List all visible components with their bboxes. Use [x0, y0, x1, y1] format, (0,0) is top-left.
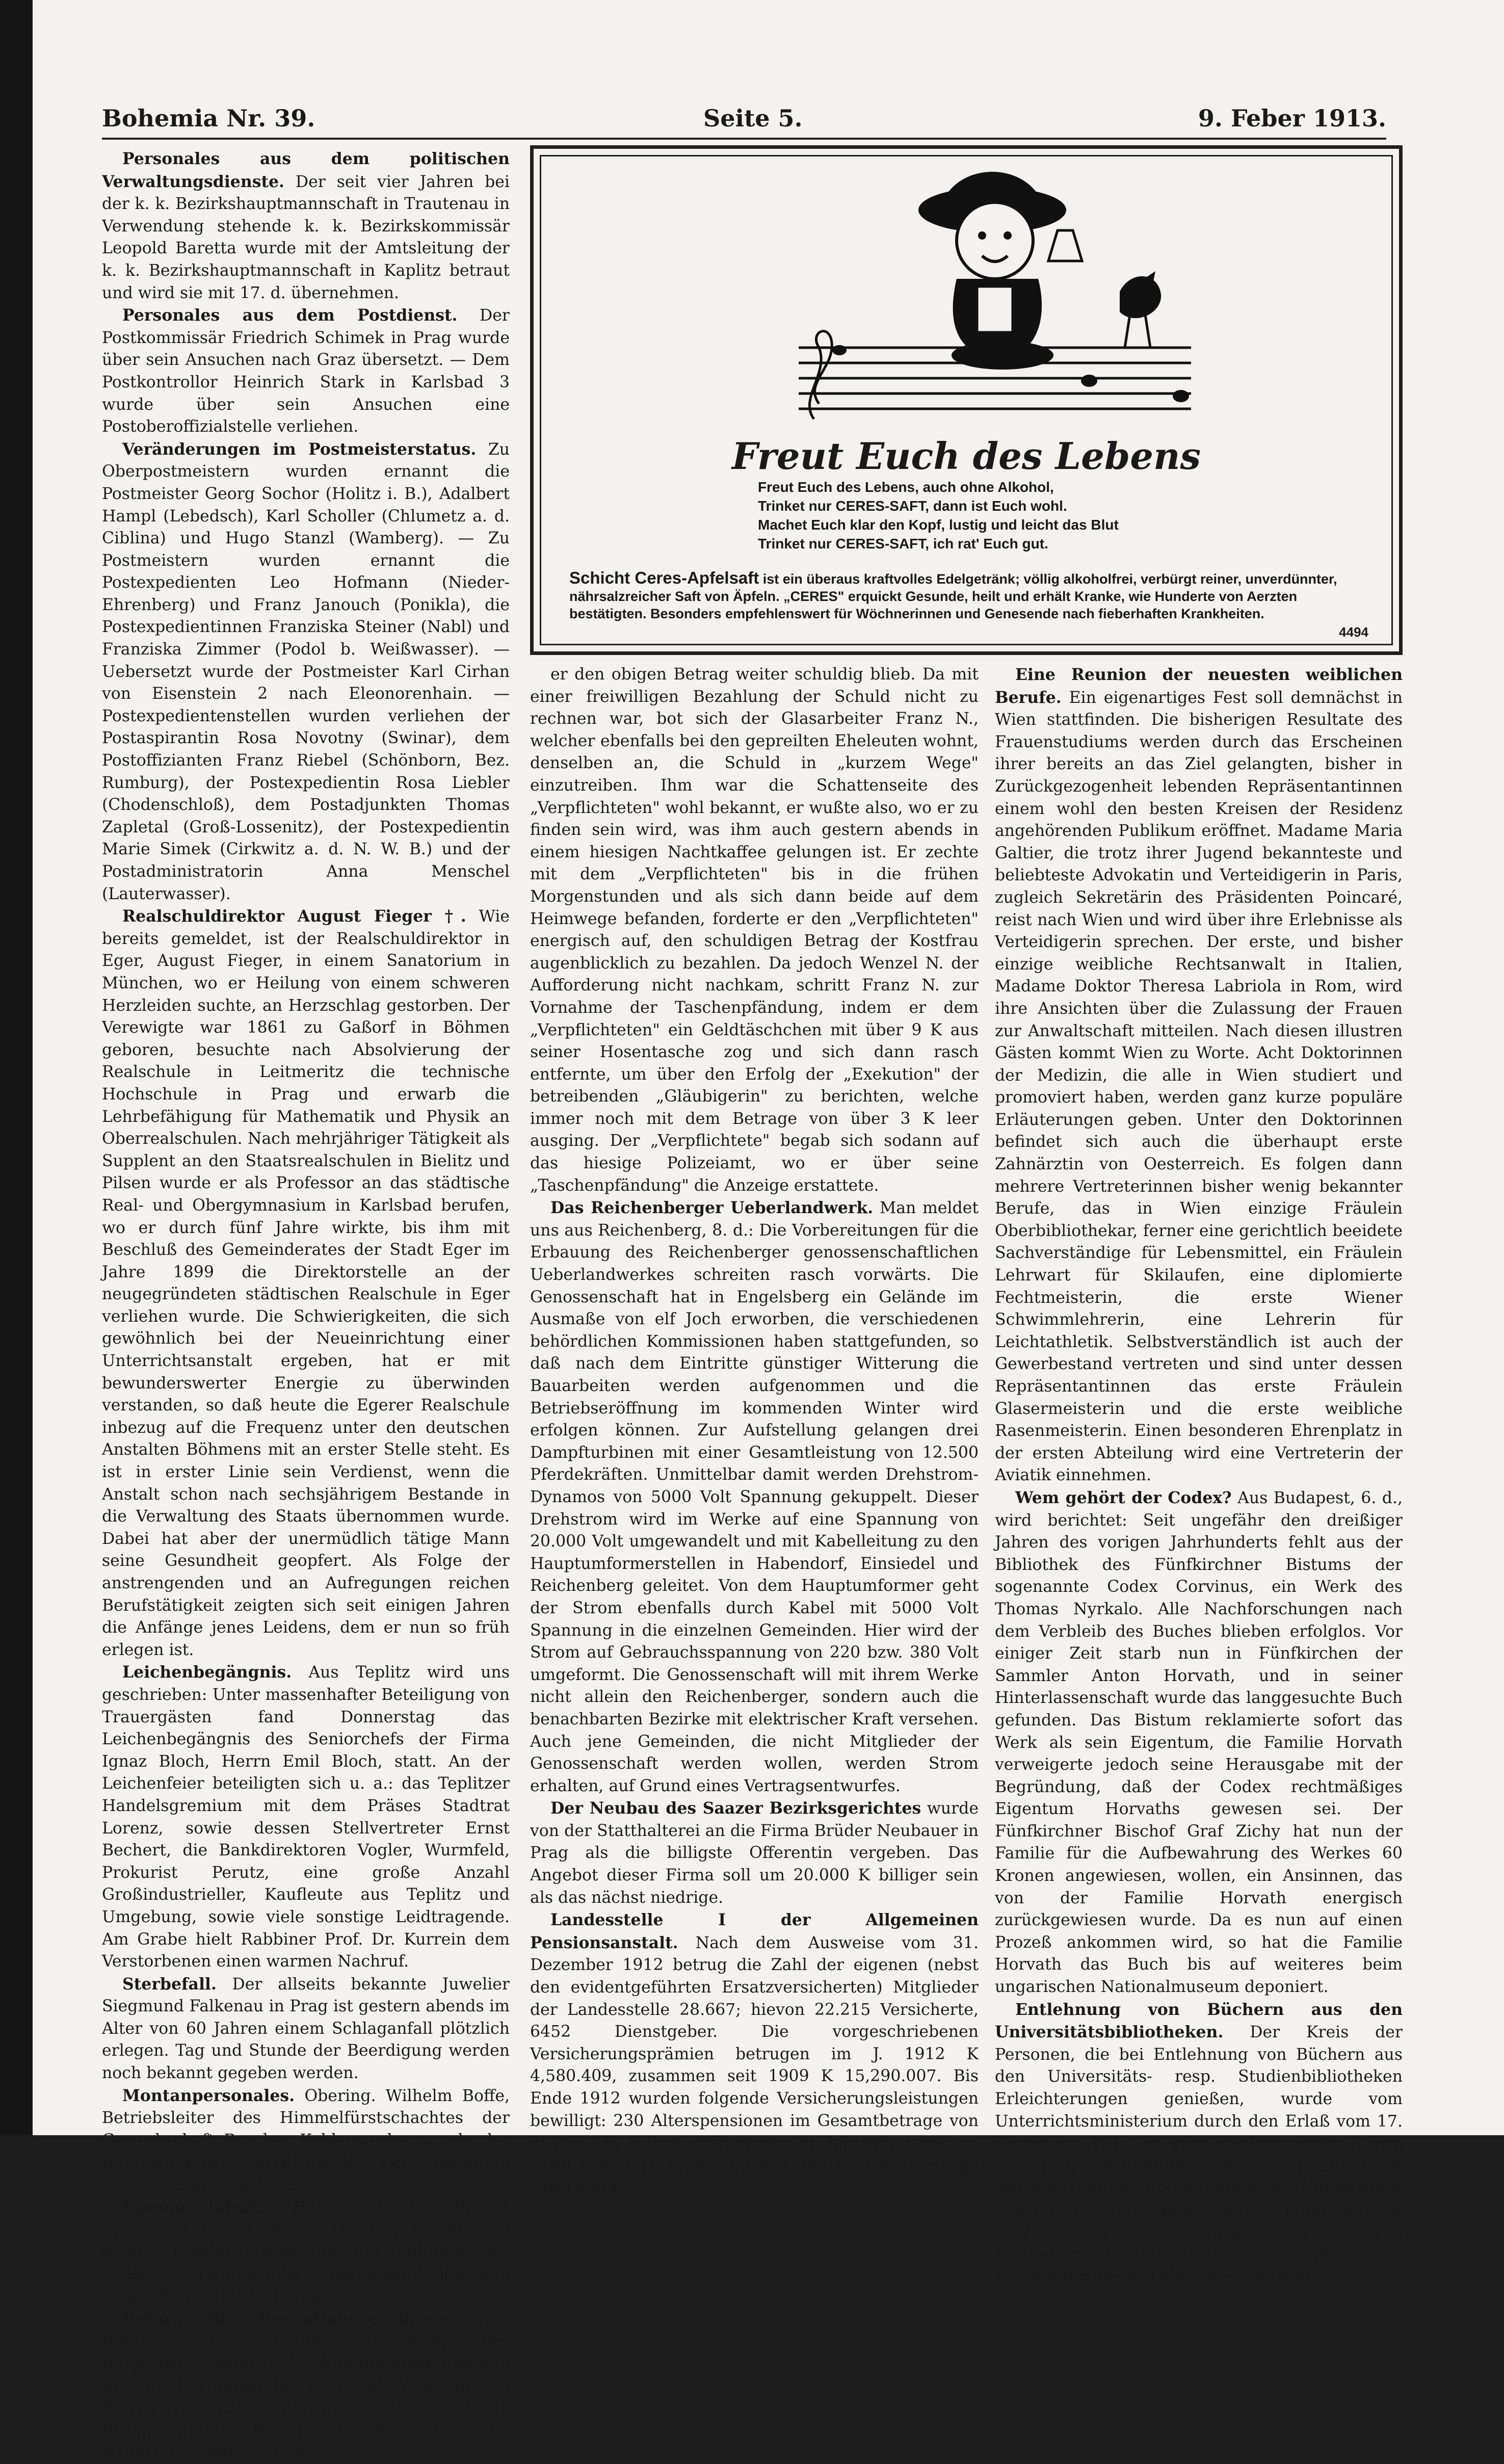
article-text: Aus Teplitz wird uns geschrieben: Unter massenhafter Beteiligung von Trauergästen fand Donnerstag das Leichenbegängnis des Seniorchefs der Firma Ignaz Bloch, Herrn Emil Bloch, statt. An der Leichenfeier beteiligten sich u. a.: das Teplitzer Handelsgremium mit dem Präses Stadtrat Lorenz, sowie dessen Stellvertreter Ernst Bechert, die Bankdirektoren Vogler, Wurmfeld, Prokurist Perutz, eine große Anzahl Großindustrieller, Kaufleute aus Teplitz und Umgebung, sowie viele sonstige Leidtragende. Am Grabe hielt Rabbiner Prof. Dr. Kurrein dem Verstorbenen einen warmen Nachruf. [102, 1663, 510, 1971]
article-paragraph [102, 2196, 510, 2308]
ad-body [569, 569, 1368, 622]
ad-headline: Freut Euch des Lebens [732, 434, 1201, 478]
article-text: Nach dem Ausweise vom 31. Dezember 1912 betrug die Zahl der eigenen (nebst den evidentgeführten Ersatzversicherten) Mitglieder der Landesstelle 28.667; hievon 22.215 Versicherte, 6452 Dienstgeber. Die vorgeschriebenen Versicherungsprämien betrugen im J. 1912 K 4,580.409, zusammen seit 1909 K 15,290.007. Bis Ende 1912 wurden folgende Versicherungsleistungen bewilligt: 230 Alterspensionen im Gesamtbetrage von 244.080 K, 8 Invaliditätsrenten im Jahresbetrage von 2160 K und 11 Erziehungsbeiträge im Jahresbetrage von 1830 K. [530, 1933, 979, 2197]
article-paragraph [102, 1661, 510, 1973]
article-title: Das Reichenberger Ueberlandwerk. [550, 1198, 874, 1218]
article-paragraph [102, 1973, 510, 2085]
ad-body-text: ist ein überaus kraftvolles Edelgetränk; völlig alkoholfrei, verbürgt reiner, unverdünnter, nährsalzreicher Saft von Äpfeln. „CERES" erquickt Gesunde, heilt und erhält Kranke, wie Hunderte von Aerzten bestätigten. Besonders empfehlenswert für Wöchnerinnen und Genesende nach fieberhaften Krankheiten. [569, 571, 1337, 621]
scan-edge [0, 0, 33, 2135]
article-title: Entlehnung von Büchern aus den Universitätsbibliotheken. [995, 2000, 1403, 2042]
article-text: Man meldet uns aus Reichenberg, 8. d.: Die Vorbereitungen für die Erbauung des Reichenberger genossenschaftlichen Ueberlandwerkes schreiten rasch vorwärts. Die Genossenschaft hat in Engelsberg ein Gelände im Ausmaße von elf Joch erworben, die verschiedenen behördlichen Kommissionen haben stattgefunden, so daß nach dem Eintritte günstiger Witterung die Bauarbeiten werden aufgenommen und die Betriebseröffnung im kommenden Winter wird erfolgen können. Zur Aufstellung gelangen drei Dampfturbinen mit einer Gesamtleistung von 12.500 Pferdekräften. Unmittelbar damit werden Drehstrom-Dynamos von 5000 Volt Spannung gekuppelt. Dieser Drehstrom wird im Werke auf eine Spannung von 20.000 Volt umgewandelt und mit Kabelleitung zu den Hauptumformerstellen in Habendorf, Einsiedel und Reichenberg geleitet. Von dem Hauptumformer geht der Strom ebenfalls durch Kabel mit 5000 Volt Spannung in die einzelnen Gemeinden. Hier wird der Strom auf Gebrauchsspannung von 220 bzw. 380 Volt umgeformt. Die Genossenschaft will mit ihrem Werke nicht allein den Reichenberger, sondern auch die benachbarten Bezirke mit elektrischer Kraft versehen. Auch jene Gemeinden, die nicht Mitglieder der Genossenschaft werden wollen, werden Strom erhalten, auf Grund eines Vertragsentwurfes. [530, 1199, 979, 1795]
ad-verse-line: Trinket nur CERES-SAFT, ich rat' Euch gut. [758, 536, 1048, 552]
article-text: Herr Kamillo Eisner, Filzfabrikant in Güns in Ungarn, wurde vom ungar. Handelsministerium als Mitglied der Zwischenverkehrsstatistischen Kommission zum ungar. Kommerzialrat ernannt. [102, 2198, 510, 2305]
ceres-advertisement [530, 145, 1403, 655]
column-2 [530, 664, 979, 2197]
article-paragraph [102, 148, 510, 304]
header-page-number: Seite 5. [703, 104, 803, 132]
article-title: Sterbefall. [122, 1974, 217, 1994]
ad-verse [758, 478, 1119, 553]
article-paragraph [102, 438, 510, 905]
article-text: wurde von der Statthalterei an die Firma Brüder Neubauer in Prag als die billigste Offerentin vergeben. Das Angebot dieser Firma soll um 20.000 K billiger sein als das nächst niedrige. [530, 1799, 979, 1907]
article-title: Kommerzialrat. [122, 2197, 263, 2217]
article-paragraph [995, 664, 1403, 1487]
article-text: Der Postkommissär Friedrich Schimek in Prag wurde über sein Ansuchen nach Graz übersetzt. — Dem Postkontrollor Heinrich Stark in Karlsbad 3 wurde über sein Ansuchen eine Postoberoffizialstelle verliehen. [102, 306, 510, 436]
article-paragraph [530, 1909, 979, 2199]
article-paragraph [995, 1999, 1403, 2289]
article-text: er den obigen Betrag weiter schuldig blieb. Da mit einer freiwilligen Bezahlung der Schuld nicht zu rechnen war, bot sich der Glasarbeiter Franz N., welcher ebenfalls bei den gepreilten Eheleuten wohnt, denselben an, die Schuld in „kurzem Wege" einzutreiben. Ihm war die Schattenseite des „Verpflichteten" wohl bekannt, er wußte also, wo er zu finden sein wird, was ihm auch gestern abends in einem hiesigen Nachtkaffee gelungen ist. Er zechte mit dem „Verpflichteten" bis in die frühen Morgenstunden und als sich dann beide auf dem Heimwege befanden, forderte er den „Verpflichteten" energisch auf, den schuldigen Betrag der Kostfrau augenblicklich zu bezahlen. Da jedoch Wenzel N. der Aufforderung nicht nachkam, schritt Franz N. zur Vornahme der Taschenpfändung, indem er dem „Verpflichteten" ein Geldtäschchen mit über 9 K aus seiner Hosentasche zog und sich dann rasch entfernte, um über den Erfolg der „Exekution" der betreibenden „Gläubigerin" zu berichten, welche immer noch mit dem Betrage von über 3 K leer ausging. Der „Verpflichtete" begab sich sodann auf das hiesige Polizeiamt, wo er über seine „Taschenpfändung" die Anzeige erstattete. [530, 665, 979, 1195]
header-issue: Bohemia Nr. 39. [102, 104, 315, 132]
article-paragraph [530, 1197, 979, 1797]
page-header [102, 104, 1386, 135]
article-text: Der seit vier Jahren bei der k. k. Bezirkshauptmannschaft in Trautenau in Verwendung stehende k. k. Bezirkskommissär Leopold Baretta wurde mit der Amtsleitung der k. k. Bezirkshauptmannschaft in Kaplitz betraut und wird sie mit 17. d. übernehmen. [102, 172, 510, 302]
ad-body-lead: Schicht Ceres-Apfelsaft [569, 568, 759, 587]
ad-illustration-icon [753, 154, 1211, 439]
article-text: Der allseits bekannte Juwelier Siegmund Falkenau in Prag ist gestern abends im Alter von 60 Jahren einem Schlaganfall plötzlich erlegen. Tag und Stunde der Beerdigung werden noch bekannt gegeben werden. [102, 1975, 510, 2083]
article-paragraph [530, 1797, 979, 1909]
header-date: 9. Feber 1913. [1198, 104, 1386, 132]
article-title: Reform des Exekutionsverfahrens. [122, 2309, 461, 2328]
article-title: Personales aus dem politischen Verwaltungsdienste. [102, 149, 510, 191]
article-paragraph [102, 2085, 510, 2196]
column-1 [102, 148, 510, 2462]
article-title: Wem gehört der Codex? [1015, 1488, 1232, 1507]
header-rule [102, 138, 1386, 140]
ad-verse-line: Freut Euch des Lebens, auch ohne Alkohol, [758, 479, 1054, 495]
article-paragraph [530, 664, 979, 1197]
ad-verse-line: Trinket nur CERES-SAFT, dann ist Euch wohl. [758, 498, 1067, 514]
article-paragraph [102, 304, 510, 438]
article-paragraph [102, 905, 510, 1661]
article-text: Der Kreis der Personen, die bei Entlehnung von Büchern aus den Universitäts- resp. Studienbibliotheken Erleichterungen genießen, wurde vom Unterrichtsministerium durch den Erlaß vom 17. Dezember 1912 in sehr dankenswerter Weise erweitert, indem die Begünstigungen ausgedehnt werden: 1. auf jene Studierende, welche an einer Universität zum Zwecke der Vorbereitung zur Prüfung für das Lehramt an höheren Handelsschulen inskribiert sind, und 2. auf Kandidaten dieses Lehramtes. Die erster- [995, 2023, 1403, 2286]
article-text: Zu Oberpostmeistern wurden ernannt die Postmeister Georg Sochor (Holitz i. B.), Adalbert Hampl (Lebedsch), Karl Scholler (Chlumetz a. d. Ciblina) und Hugo Stanzl (Wamberg). — Zu Postmeistern wurden ernannt die Postexpedienten Leo Hofmann (Nieder-Ehrenberg) und Franz Janouch (Ponikla), die Postexpedientinnen Franziska Steiner (Nabl) und Franziska Zimmer (Podol b. Weißwasser). — Uebersetzt wurde der Postmeister Karl Cirhan von Eisenstein 2 nach Eleonorenhain. — Postexpedientenstellen wurden verliehen der Postaspirantin Rosa Novotny (Swinar), dem Postoffizianten Franz Riebel (Schönborn, Bez. Rumburg), der Postexpedientin Rosa Liebler (Chodenschloß), dem Postadjunkten Thomas Zapletal (Groß-Lossenitz), der Postexpedientin Marie Simek (Cirkwitz a. d. N. W. B.) und der Postadministratorin Anna Menschel (Lauterwasser). [102, 440, 510, 903]
article-title: Der Neubau des Saazer Bezirksgerichtes [550, 1799, 921, 1818]
article-title: Personales aus dem Postdienst. [122, 306, 458, 325]
article-text: Wie bereits gemeldet, ist der Realschuldirektor in Eger, August Fieger, in einem Sanatorium in München, wo er Heilung von einem schweren Herzleiden suchte, an Herzschlag gestorben. Der Verewigte war 1861 zu Gaßorf in Böhmen geboren, besuchte nach Absolvierung der Realschule in Leitmeritz die technische Hochschule in Prag und erwarb die Lehrbefähigung für Mathematik und Physik an Oberrealschulen. Nach mehrjähriger Tätigkeit als Supplent an den Staatsrealschulen in Bielitz und Pilsen wurde er als Professor an das städtische Real- und Obergymnasium in Karlsbad berufen, wo er durch fünf Jahre wirkte, bis ihm mit Beschluß des Gemeinderates der Stadt Eger im Jahre 1899 die Direktorstelle an der neugegründeten städtischen Realschule in Eger verliehen wurde. Die Schwierigkeiten, die sich gewöhnlich bei der Neueinrichtung einer Unterrichtsanstalt ergeben, hat er mit bewunderswerter Energie zu überwinden verstanden, so daß heute die Egerer Realschule inbezug auf die Frequenz unter den deutschen Anstalten Böhmens mit an erster Stelle steht. Es ist in erster Linie sein Verdienst, wenn die Anstalt schon nach sechsjährigem Bestande in die Verwaltung des Staats übernommen wurde. Dabei hat aber der unermüdlich tätige Mann seine Gesundheit geopfert. Als Folge der anstrengenden und an Aufregungen reichen Berufstätigkeit zeigten sich seit einigen Jahren die Anfänge jenes Leidens, dem er nun so früh erlegen ist. [102, 907, 510, 1659]
article-text: Obering. Wilhelm Boffe, Betriebsleiter des Himmelfürstschachtes der Gewerkschaft Brucher Kohlenwerke, wurde der Bergínspektion Maria-Ratschitz der genannten Gewerkschaft zugeteilt. [102, 2086, 510, 2194]
article-title: Leichenbegängnis. [122, 1663, 292, 1682]
article-title: Veränderungen im Postmeisterstatus. [122, 439, 477, 459]
article-paragraph [995, 1487, 1403, 1999]
column-3 [995, 664, 1403, 2286]
article-text: Aus Bilin, 7. d. wird uns geschrieben: Der Bergarbeiter Wenzel N. schuldete einer hiesigen Bergarbeiterfamilie für Kost und Wohnung den Betrag von 13 K. Als die Kostfrau auf die Bezahlung dieses Betrages drängte, übersiedelte N. nach Ladowitz, indem [102, 2310, 510, 2462]
ad-verse-line: Machet Euch klar den Kopf, lustig und leicht das Blut [758, 517, 1119, 533]
article-text: Aus Budapest, 6. d., wird berichtet: Seit ungefähr den dreißiger Jahren des vorigen Jahrhunderts fehlt aus der Bibliothek des Fünfkirchner Bistums der sogenannte Codex Corvinus, ein Werk des Thomas Nyrkalo. Alle Nachforschungen nach dem Verbleib des Buches blieben erfolglos. Vor einiger Zeit starb nun in Fünfkirchen der Sammler Anton Horvath, und in seiner Hinterlassenschaft wurde das langgesuchte Buch gefunden. Das Bistum reklamierte sofort das Werk als sein Eigentum, die Familie Horvath verweigerte jedoch seine Herausgabe mit der Begründung, daß der Codex rechtmäßiges Eigentum Horvaths gewesen sei. Der Fünfkirchner Bischof Graf Zichy hat nun der Familie für die Aufbewahrung des Werkes 60 Kronen angewiesen, wollen, ein Ansinnen, das von der Familie Horvath energisch zurückgewiesen wurde. Da es nun auf einen Prozeß ankommen wird, so hat die Familie Horvath das Buch bis auf weiteres beim ungarischen Nationalmuseum deponiert. [995, 1488, 1403, 1997]
ad-code: 4494 [1339, 624, 1368, 640]
article-paragraph [102, 2308, 510, 2464]
article-title: Landesstelle I der Allgemeinen Pensionsanstalt. [530, 1910, 979, 1952]
article-title: Eine Reunion der neuesten weiblichen Berufe. [995, 665, 1403, 707]
article-title: Montanpersonales. [122, 2086, 295, 2105]
article-text: Ein eigenartiges Fest soll demnächst in Wien stattfinden. Die bisherigen Resultate des Frauenstudiums werden durch das Erscheinen ihrer bereits an das Ziel gelangten, bisher in Zurückgezogenheit lebenden Repräsentantinnen einem wohl den besten Kreisen der Residenz angehörenden Publikum eröffnet. Madame Maria Galtier, die trotz ihrer Jugend bekannteste und beliebteste Advokatin und Verteidigerin in Paris, zugleich Sekretärin des Präsidenten Poincaré, reist nach Wien und wird über ihre Erlebnisse als Verteidigerin sprechen. Der erste, und bisher einzige weibliche Rechtsanwalt in Italien, Madame Doktor Theresa Labriola in Rom, wird ihre Ansichten über die Zulassung der Frauen zur Anwaltschaft mitteilen. Nach diesen illustren Gästen kommt Wien zu Worte. Acht Doktorinnen der Medizin, die alle in Wien studiert und promoviert haben, werden ganz kurze populäre Erläuterungen geben. Unter den Doktorinnen befindet sich auch die überhaupt erste Zahnärztin von Oesterreich. Es folgen dann mehrere Vertreterinnen bisher wenig bekannter Berufe, das in Wien einzige Fräulein Oberbibliothekar, ferner eine gerichtlich beeidete Sachverständige für Lebensmittel, ein Fräulein Lehrwart für Skilaufen, eine diplomierte Fechtmeisterin, die erste Wiener Schwimmlehrerin, eine Lehrerin für Leichtathletik. Selbstverständlich ist auch der Gewerbestand vertreten und sind unter dessen Repräsentantinnen das erste Fräulein Glasermeisterin und die erste weibliche Rasenmeisterin. Einen besonderen Ehrenplatz in der ersten Abteilung wird eine Vertreterin der Aviatik einnehmen. [995, 688, 1403, 1485]
article-title: Realschuldirektor August Fieger †. [122, 907, 466, 926]
